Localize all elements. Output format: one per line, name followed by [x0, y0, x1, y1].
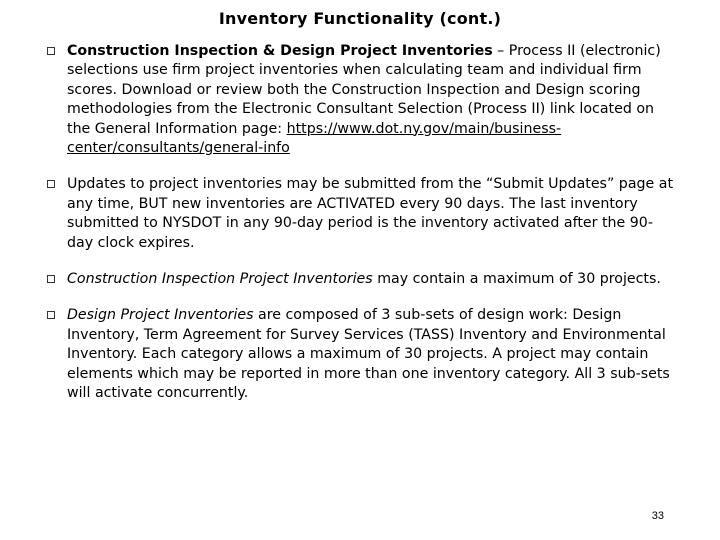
project-inventories-heading: Construction Inspection & Design Project Inventories	[67, 43, 493, 59]
square-bullet-icon	[47, 180, 55, 188]
bullet-item-project-inventories	[47, 42, 677, 158]
construction-inspection-emphasis: Construction Inspection Project Inventories	[67, 271, 373, 288]
project-inventories-text: – Process II (electronic) selections use firm project inventories when calculating team and individual firm scores. Download or review both the Construction Inspection and Design scoring methodologies from the Electronic Consultant Selection (Process II) link located on the General Information page:	[67, 43, 661, 137]
square-bullet-icon	[47, 311, 55, 319]
design-inventories-emphasis: Design Project Inventories	[67, 307, 254, 324]
square-bullet-icon	[47, 47, 55, 55]
bullet-item-updates	[47, 175, 677, 253]
content-area	[47, 42, 677, 421]
square-bullet-icon	[47, 275, 55, 283]
general-info-link[interactable]: https://www.dot.ny.gov/main/business-center/consultants/general-info	[67, 120, 562, 157]
construction-inspection-text: may contain a maximum of 30 projects.	[372, 271, 661, 288]
page-number: 33	[651, 510, 664, 522]
bullet-item-construction-inspection	[47, 270, 677, 289]
design-inventories-text: are composed of 3 sub-sets of design work: Design Inventory, Term Agreement for Survey Services (TASS) Inventory and Environmental Inventory. Each category allows a maximum of 30 projects. A project may contain elements which may be reported in more than one inventory category. All 3 sub-sets will activate concurrently.	[67, 307, 670, 402]
updates-text: Updates to project inventories may be submitted from the “Submit Updates” page at any time, BUT new inventories are ACTIVATED every 90 days. The last inventory submitted to NYSDOT in any 90-day period is the inventory activated after the 90-day clock expires.	[67, 176, 674, 251]
slide-title: Inventory Functionality (cont.)	[218, 9, 502, 28]
bullet-item-design-inventories	[47, 306, 677, 403]
